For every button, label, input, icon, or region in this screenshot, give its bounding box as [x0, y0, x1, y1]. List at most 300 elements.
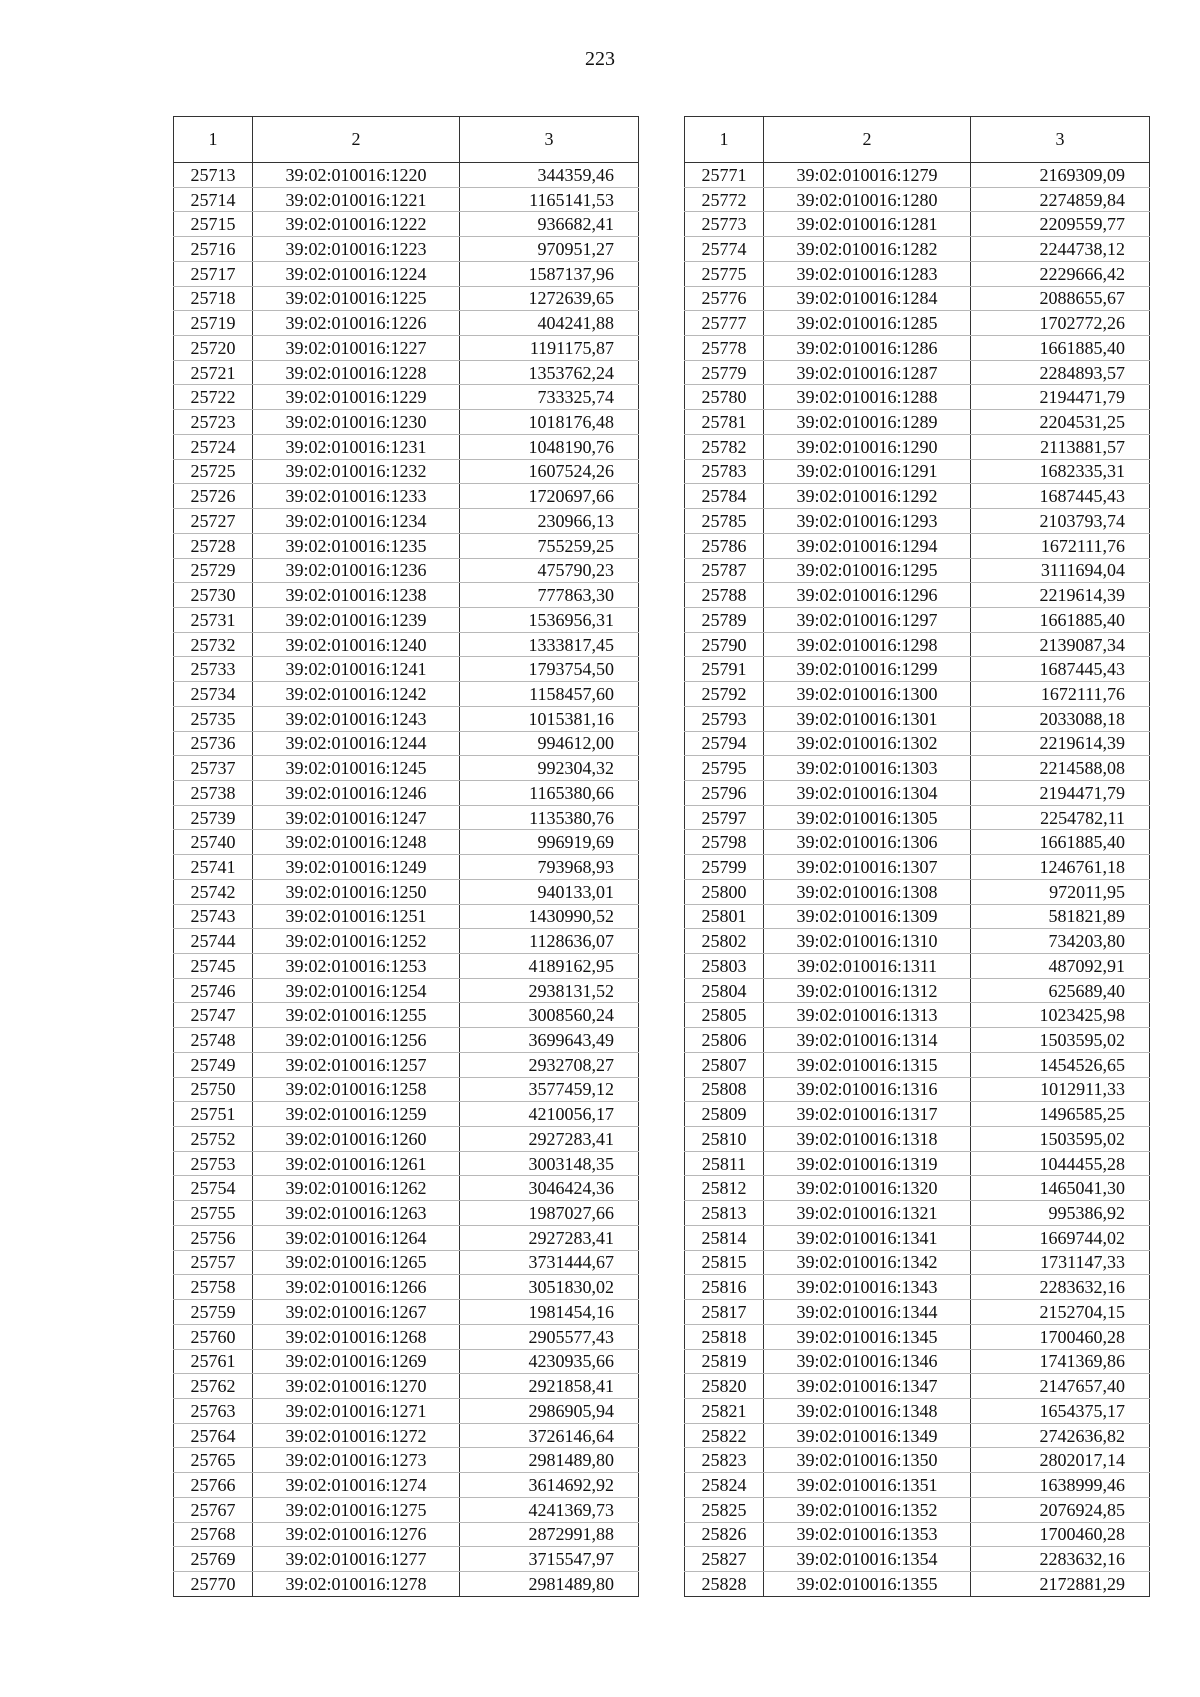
value-cell: 2802017,14	[971, 1448, 1150, 1473]
cadastral-number-cell: 39:02:010016:1304	[764, 780, 971, 805]
cadastral-number-cell: 39:02:010016:1240	[253, 632, 460, 657]
cadastral-number-cell: 39:02:010016:1290	[764, 434, 971, 459]
table-row	[685, 657, 1150, 682]
table-row	[685, 1102, 1150, 1127]
row-number-cell: 25826	[685, 1522, 764, 1547]
table-row	[174, 410, 639, 435]
table-row	[685, 1250, 1150, 1275]
cadastral-number-cell: 39:02:010016:1313	[764, 1003, 971, 1028]
value-cell: 1135380,76	[460, 805, 639, 830]
value-cell: 1333817,45	[460, 632, 639, 657]
cadastral-number-cell: 39:02:010016:1243	[253, 706, 460, 731]
cadastral-number-cell: 39:02:010016:1321	[764, 1201, 971, 1226]
table-row	[685, 978, 1150, 1003]
row-number-cell: 25812	[685, 1176, 764, 1201]
cadastral-number-cell: 39:02:010016:1344	[764, 1300, 971, 1325]
row-number-cell: 25780	[685, 385, 764, 410]
value-cell: 994612,00	[460, 731, 639, 756]
table-row	[174, 1374, 639, 1399]
row-number-cell: 25730	[174, 583, 253, 608]
value-cell: 3614692,92	[460, 1473, 639, 1498]
cadastral-number-cell: 39:02:010016:1309	[764, 904, 971, 929]
row-number-cell: 25714	[174, 187, 253, 212]
row-number-cell: 25756	[174, 1225, 253, 1250]
value-cell: 625689,40	[971, 978, 1150, 1003]
cadastral-number-cell: 39:02:010016:1286	[764, 336, 971, 361]
value-cell: 2927283,41	[460, 1225, 639, 1250]
row-number-cell: 25733	[174, 657, 253, 682]
value-cell: 1012911,33	[971, 1077, 1150, 1102]
value-cell: 2219614,39	[971, 583, 1150, 608]
cadastral-number-cell: 39:02:010016:1343	[764, 1275, 971, 1300]
value-cell: 2152704,15	[971, 1300, 1150, 1325]
cadastral-number-cell: 39:02:010016:1285	[764, 311, 971, 336]
column-header-cadastral: 2	[764, 117, 971, 163]
value-cell: 1454526,65	[971, 1052, 1150, 1077]
row-number-cell: 25815	[685, 1250, 764, 1275]
value-cell: 1496585,25	[971, 1102, 1150, 1127]
value-cell: 230966,13	[460, 509, 639, 534]
cadastral-number-cell: 39:02:010016:1220	[253, 163, 460, 188]
table-row	[174, 1102, 639, 1127]
cadastral-number-cell: 39:02:010016:1345	[764, 1324, 971, 1349]
value-cell: 1165380,66	[460, 780, 639, 805]
cadastral-number-cell: 39:02:010016:1301	[764, 706, 971, 731]
table-row	[174, 1003, 639, 1028]
table-row	[174, 286, 639, 311]
table-row	[174, 731, 639, 756]
row-number-cell: 25773	[685, 212, 764, 237]
cadastral-number-cell: 39:02:010016:1254	[253, 978, 460, 1003]
row-number-cell: 25727	[174, 509, 253, 534]
row-number-cell: 25755	[174, 1201, 253, 1226]
table-row	[685, 780, 1150, 805]
row-number-cell: 25732	[174, 632, 253, 657]
cadastral-number-cell: 39:02:010016:1249	[253, 855, 460, 880]
value-cell: 1158457,60	[460, 682, 639, 707]
cadastral-number-cell: 39:02:010016:1259	[253, 1102, 460, 1127]
table-row	[685, 1398, 1150, 1423]
value-cell: 2214588,08	[971, 756, 1150, 781]
table-row	[685, 583, 1150, 608]
row-number-cell: 25816	[685, 1275, 764, 1300]
table-row	[174, 1052, 639, 1077]
row-number-cell: 25754	[174, 1176, 253, 1201]
value-cell: 995386,92	[971, 1201, 1150, 1226]
row-number-cell: 25734	[174, 682, 253, 707]
cadastral-number-cell: 39:02:010016:1261	[253, 1151, 460, 1176]
row-number-cell: 25807	[685, 1052, 764, 1077]
value-cell: 1128636,07	[460, 929, 639, 954]
table-row	[685, 212, 1150, 237]
value-cell: 1700460,28	[971, 1522, 1150, 1547]
cadastral-number-cell: 39:02:010016:1306	[764, 830, 971, 855]
cadastral-number-cell: 39:02:010016:1253	[253, 954, 460, 979]
row-number-cell: 25760	[174, 1324, 253, 1349]
table-row	[685, 1275, 1150, 1300]
row-number-cell: 25771	[685, 163, 764, 188]
row-number-cell: 25800	[685, 879, 764, 904]
cadastral-number-cell: 39:02:010016:1284	[764, 286, 971, 311]
cadastral-number-cell: 39:02:010016:1230	[253, 410, 460, 435]
row-number-cell: 25823	[685, 1448, 764, 1473]
row-number-cell: 25789	[685, 607, 764, 632]
value-cell: 2088655,67	[971, 286, 1150, 311]
value-cell: 936682,41	[460, 212, 639, 237]
column-header-value: 3	[460, 117, 639, 163]
row-number-cell: 25737	[174, 756, 253, 781]
table-row	[685, 855, 1150, 880]
value-cell: 2927283,41	[460, 1127, 639, 1152]
cadastral-number-cell: 39:02:010016:1291	[764, 459, 971, 484]
cadastral-number-cell: 39:02:010016:1251	[253, 904, 460, 929]
cadastral-number-cell: 39:02:010016:1241	[253, 657, 460, 682]
table-row	[174, 336, 639, 361]
value-cell: 2194471,79	[971, 385, 1150, 410]
value-cell: 3051830,02	[460, 1275, 639, 1300]
cadastral-number-cell: 39:02:010016:1352	[764, 1497, 971, 1522]
table-row	[174, 1547, 639, 1572]
cadastral-number-cell: 39:02:010016:1273	[253, 1448, 460, 1473]
row-number-cell: 25729	[174, 558, 253, 583]
value-cell: 1981454,16	[460, 1300, 639, 1325]
table-row	[685, 1201, 1150, 1226]
row-number-cell: 25744	[174, 929, 253, 954]
value-cell: 4189162,95	[460, 954, 639, 979]
value-cell: 3715547,97	[460, 1547, 639, 1572]
table-row	[685, 929, 1150, 954]
table-row	[174, 1497, 639, 1522]
row-number-cell: 25808	[685, 1077, 764, 1102]
value-cell: 1687445,43	[971, 484, 1150, 509]
cadastral-number-cell: 39:02:010016:1236	[253, 558, 460, 583]
table-row	[685, 286, 1150, 311]
value-cell: 2244738,12	[971, 237, 1150, 262]
column-header-cadastral: 2	[253, 117, 460, 163]
row-number-cell: 25802	[685, 929, 764, 954]
row-number-cell: 25757	[174, 1250, 253, 1275]
table-row	[685, 237, 1150, 262]
row-number-cell: 25715	[174, 212, 253, 237]
row-number-cell: 25785	[685, 509, 764, 534]
row-number-cell: 25828	[685, 1571, 764, 1596]
row-number-cell: 25718	[174, 286, 253, 311]
value-cell: 487092,91	[971, 954, 1150, 979]
cadastral-number-cell: 39:02:010016:1245	[253, 756, 460, 781]
value-cell: 2283632,16	[971, 1275, 1150, 1300]
cadastral-number-cell: 39:02:010016:1228	[253, 360, 460, 385]
table-row	[685, 1448, 1150, 1473]
value-cell: 2986905,94	[460, 1398, 639, 1423]
table-row	[174, 434, 639, 459]
table-row	[174, 632, 639, 657]
cadastral-number-cell: 39:02:010016:1294	[764, 533, 971, 558]
value-cell: 2905577,43	[460, 1324, 639, 1349]
table-row	[174, 706, 639, 731]
cadastral-number-cell: 39:02:010016:1256	[253, 1028, 460, 1053]
table-row	[174, 484, 639, 509]
cadastral-number-cell: 39:02:010016:1307	[764, 855, 971, 880]
value-cell: 2254782,11	[971, 805, 1150, 830]
row-number-cell: 25769	[174, 1547, 253, 1572]
value-cell: 2172881,29	[971, 1571, 1150, 1596]
cadastral-number-cell: 39:02:010016:1317	[764, 1102, 971, 1127]
cadastral-number-cell: 39:02:010016:1242	[253, 682, 460, 707]
row-number-cell: 25758	[174, 1275, 253, 1300]
cadastral-number-cell: 39:02:010016:1233	[253, 484, 460, 509]
row-number-cell: 25799	[685, 855, 764, 880]
table-row	[685, 632, 1150, 657]
row-number-cell: 25748	[174, 1028, 253, 1053]
value-cell: 2284893,57	[971, 360, 1150, 385]
value-cell: 1044455,28	[971, 1151, 1150, 1176]
table-row	[685, 1547, 1150, 1572]
cadastral-number-cell: 39:02:010016:1244	[253, 731, 460, 756]
cadastral-number-cell: 39:02:010016:1320	[764, 1176, 971, 1201]
table-row	[685, 434, 1150, 459]
value-cell: 1023425,98	[971, 1003, 1150, 1028]
value-cell: 2076924,85	[971, 1497, 1150, 1522]
cadastral-number-cell: 39:02:010016:1348	[764, 1398, 971, 1423]
table-row	[685, 261, 1150, 286]
cadastral-number-cell: 39:02:010016:1296	[764, 583, 971, 608]
value-cell: 972011,95	[971, 879, 1150, 904]
row-number-cell: 25752	[174, 1127, 253, 1152]
table-row	[174, 163, 639, 188]
table-row	[685, 1423, 1150, 1448]
row-number-cell: 25819	[685, 1349, 764, 1374]
value-cell: 1700460,28	[971, 1324, 1150, 1349]
cadastral-number-cell: 39:02:010016:1247	[253, 805, 460, 830]
row-number-cell: 25788	[685, 583, 764, 608]
row-number-cell: 25827	[685, 1547, 764, 1572]
cadastral-number-cell: 39:02:010016:1227	[253, 336, 460, 361]
value-cell: 940133,01	[460, 879, 639, 904]
table-row	[174, 1151, 639, 1176]
row-number-cell: 25764	[174, 1423, 253, 1448]
cadastral-number-cell: 39:02:010016:1235	[253, 533, 460, 558]
right-table	[684, 116, 1150, 1597]
cadastral-number-cell: 39:02:010016:1351	[764, 1473, 971, 1498]
table-row	[685, 706, 1150, 731]
value-cell: 1682335,31	[971, 459, 1150, 484]
cadastral-number-cell: 39:02:010016:1266	[253, 1275, 460, 1300]
cadastral-number-cell: 39:02:010016:1342	[764, 1250, 971, 1275]
value-cell: 1503595,02	[971, 1127, 1150, 1152]
row-number-cell: 25743	[174, 904, 253, 929]
table-row	[174, 558, 639, 583]
cadastral-number-cell: 39:02:010016:1222	[253, 212, 460, 237]
row-number-cell: 25782	[685, 434, 764, 459]
table-row	[685, 484, 1150, 509]
value-cell: 755259,25	[460, 533, 639, 558]
value-cell: 1672111,76	[971, 533, 1150, 558]
cadastral-number-cell: 39:02:010016:1274	[253, 1473, 460, 1498]
row-number-cell: 25738	[174, 780, 253, 805]
table-row	[685, 607, 1150, 632]
value-cell: 2209559,77	[971, 212, 1150, 237]
table-row	[685, 1052, 1150, 1077]
row-number-cell: 25822	[685, 1423, 764, 1448]
row-number-cell: 25762	[174, 1374, 253, 1399]
table-row	[174, 855, 639, 880]
row-number-cell: 25779	[685, 360, 764, 385]
table-row	[174, 1300, 639, 1325]
value-cell: 2872991,88	[460, 1522, 639, 1547]
cadastral-number-cell: 39:02:010016:1318	[764, 1127, 971, 1152]
table-row	[174, 756, 639, 781]
cadastral-number-cell: 39:02:010016:1354	[764, 1547, 971, 1572]
row-number-cell: 25749	[174, 1052, 253, 1077]
cadastral-number-cell: 39:02:010016:1239	[253, 607, 460, 632]
table-row	[174, 879, 639, 904]
cadastral-number-cell: 39:02:010016:1282	[764, 237, 971, 262]
table-row	[174, 978, 639, 1003]
page-number: 223	[585, 48, 615, 70]
table-row	[685, 1176, 1150, 1201]
cadastral-number-cell: 39:02:010016:1278	[253, 1571, 460, 1596]
cadastral-number-cell: 39:02:010016:1263	[253, 1201, 460, 1226]
row-number-cell: 25740	[174, 830, 253, 855]
value-cell: 1661885,40	[971, 830, 1150, 855]
value-cell: 1353762,24	[460, 360, 639, 385]
table-row	[174, 1448, 639, 1473]
table-row	[685, 558, 1150, 583]
row-number-cell: 25818	[685, 1324, 764, 1349]
cadastral-number-cell: 39:02:010016:1349	[764, 1423, 971, 1448]
cadastral-number-cell: 39:02:010016:1257	[253, 1052, 460, 1077]
table-row	[174, 657, 639, 682]
row-number-cell: 25753	[174, 1151, 253, 1176]
table-row	[174, 904, 639, 929]
row-number-cell: 25772	[685, 187, 764, 212]
table-row	[174, 1423, 639, 1448]
row-number-cell: 25713	[174, 163, 253, 188]
value-cell: 2981489,80	[460, 1571, 639, 1596]
value-cell: 1669744,02	[971, 1225, 1150, 1250]
table-row	[174, 929, 639, 954]
value-cell: 2204531,25	[971, 410, 1150, 435]
cadastral-number-cell: 39:02:010016:1299	[764, 657, 971, 682]
cadastral-number-cell: 39:02:010016:1231	[253, 434, 460, 459]
table-row	[685, 1003, 1150, 1028]
value-cell: 2113881,57	[971, 434, 1150, 459]
value-cell: 3577459,12	[460, 1077, 639, 1102]
table-row	[174, 385, 639, 410]
row-number-cell: 25763	[174, 1398, 253, 1423]
value-cell: 733325,74	[460, 385, 639, 410]
value-cell: 2921858,41	[460, 1374, 639, 1399]
row-number-cell: 25781	[685, 410, 764, 435]
cadastral-number-cell: 39:02:010016:1319	[764, 1151, 971, 1176]
table-header-row	[685, 117, 1150, 163]
cadastral-number-cell: 39:02:010016:1298	[764, 632, 971, 657]
row-number-cell: 25791	[685, 657, 764, 682]
value-cell: 2932708,27	[460, 1052, 639, 1077]
value-cell: 475790,23	[460, 558, 639, 583]
cadastral-number-cell: 39:02:010016:1277	[253, 1547, 460, 1572]
row-number-cell: 25784	[685, 484, 764, 509]
table-row	[174, 1324, 639, 1349]
value-cell: 1165141,53	[460, 187, 639, 212]
table-row	[685, 187, 1150, 212]
cadastral-number-cell: 39:02:010016:1252	[253, 929, 460, 954]
row-number-cell: 25726	[174, 484, 253, 509]
table-row	[685, 509, 1150, 534]
row-number-cell: 25724	[174, 434, 253, 459]
cadastral-number-cell: 39:02:010016:1346	[764, 1349, 971, 1374]
table-row	[174, 459, 639, 484]
row-number-cell: 25783	[685, 459, 764, 484]
value-cell: 2103793,74	[971, 509, 1150, 534]
value-cell: 3699643,49	[460, 1028, 639, 1053]
row-number-cell: 25778	[685, 336, 764, 361]
row-number-cell: 25824	[685, 1473, 764, 1498]
value-cell: 3726146,64	[460, 1423, 639, 1448]
row-number-cell: 25811	[685, 1151, 764, 1176]
row-number-cell: 25736	[174, 731, 253, 756]
value-cell: 2219614,39	[971, 731, 1150, 756]
value-cell: 3111694,04	[971, 558, 1150, 583]
table-row	[685, 1127, 1150, 1152]
row-number-cell: 25723	[174, 410, 253, 435]
cadastral-number-cell: 39:02:010016:1267	[253, 1300, 460, 1325]
cadastral-number-cell: 39:02:010016:1297	[764, 607, 971, 632]
row-number-cell: 25821	[685, 1398, 764, 1423]
value-cell: 2033088,18	[971, 706, 1150, 731]
cadastral-number-cell: 39:02:010016:1269	[253, 1349, 460, 1374]
row-number-cell: 25765	[174, 1448, 253, 1473]
table-row	[685, 459, 1150, 484]
table-row	[174, 607, 639, 632]
cadastral-number-cell: 39:02:010016:1223	[253, 237, 460, 262]
row-number-cell: 25787	[685, 558, 764, 583]
value-cell: 2194471,79	[971, 780, 1150, 805]
cadastral-number-cell: 39:02:010016:1221	[253, 187, 460, 212]
table-row	[174, 1250, 639, 1275]
row-number-cell: 25793	[685, 706, 764, 731]
value-cell: 1661885,40	[971, 336, 1150, 361]
table-row	[685, 731, 1150, 756]
row-number-cell: 25798	[685, 830, 764, 855]
row-number-cell: 25739	[174, 805, 253, 830]
table-row	[174, 360, 639, 385]
value-cell: 1720697,66	[460, 484, 639, 509]
value-cell: 793968,93	[460, 855, 639, 880]
table-row	[174, 261, 639, 286]
cadastral-number-cell: 39:02:010016:1280	[764, 187, 971, 212]
cadastral-number-cell: 39:02:010016:1316	[764, 1077, 971, 1102]
row-number-cell: 25746	[174, 978, 253, 1003]
row-number-cell: 25735	[174, 706, 253, 731]
table-row	[685, 879, 1150, 904]
row-number-cell: 25777	[685, 311, 764, 336]
cadastral-number-cell: 39:02:010016:1238	[253, 583, 460, 608]
cadastral-number-cell: 39:02:010016:1311	[764, 954, 971, 979]
value-cell: 1536956,31	[460, 607, 639, 632]
table-row	[685, 410, 1150, 435]
row-number-cell: 25804	[685, 978, 764, 1003]
row-number-cell: 25742	[174, 879, 253, 904]
row-number-cell: 25810	[685, 1127, 764, 1152]
row-number-cell: 25747	[174, 1003, 253, 1028]
cadastral-number-cell: 39:02:010016:1289	[764, 410, 971, 435]
table-row	[685, 1225, 1150, 1250]
cadastral-number-cell: 39:02:010016:1268	[253, 1324, 460, 1349]
value-cell: 1465041,30	[971, 1176, 1150, 1201]
row-number-cell: 25803	[685, 954, 764, 979]
row-number-cell: 25720	[174, 336, 253, 361]
